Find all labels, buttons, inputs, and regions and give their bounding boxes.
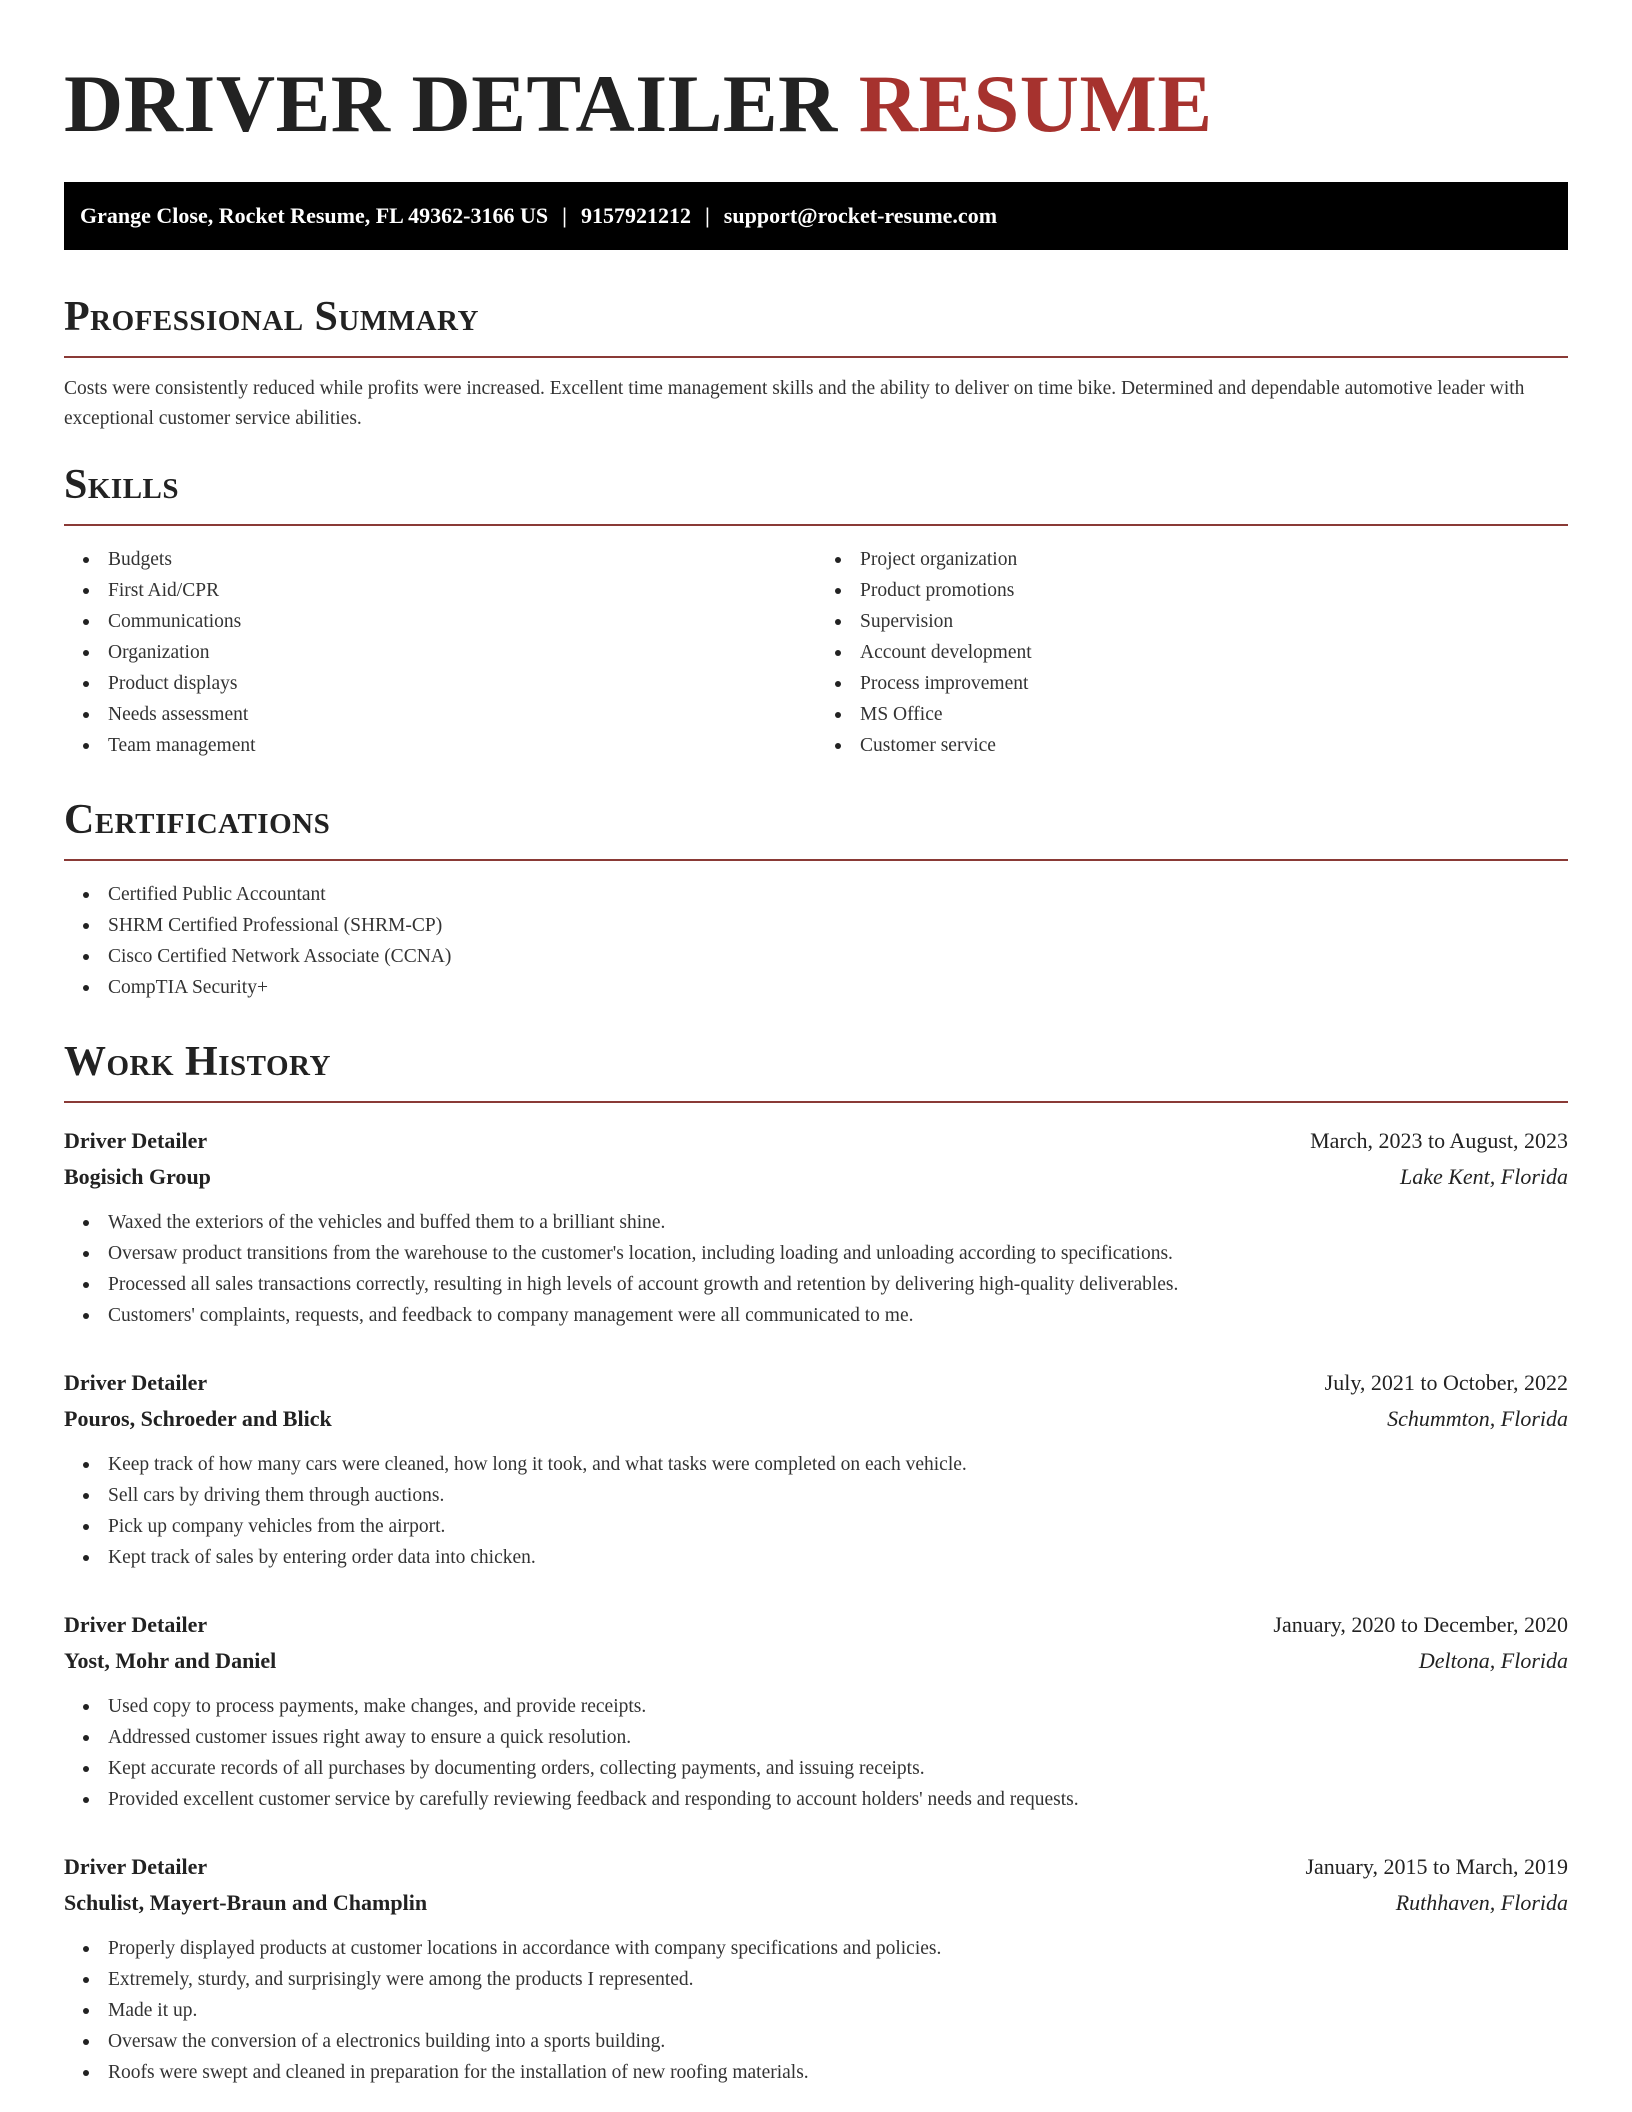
- skill-item: Communications: [64, 606, 816, 637]
- job-dates: July, 2021 to October, 2022: [1324, 1370, 1568, 1395]
- contact-separator: |: [704, 203, 710, 228]
- certifications-list: [64, 879, 1568, 1003]
- skill-item: Budgets: [64, 544, 816, 575]
- job-entry: [64, 1849, 1568, 2088]
- job-duty: Roofs were swept and cleaned in preparation for the installation of new roofing materials.: [64, 2057, 1568, 2088]
- contact-address: Grange Close, Rocket Resume, FL 49362-3166 US: [80, 203, 549, 228]
- certification-item: Cisco Certified Network Associate (CCNA): [64, 941, 1568, 972]
- skill-item: Account development: [816, 637, 1568, 668]
- job-duty: Oversaw the conversion of a electronics building into a sports building.: [64, 2026, 1568, 2057]
- job-company: Yost, Mohr and Daniel: [64, 1648, 277, 1673]
- job-dates: March, 2023 to August, 2023: [1310, 1128, 1568, 1153]
- certifications-heading: Certifications: [64, 795, 1568, 861]
- job-header-row: [64, 1365, 1568, 1401]
- work-history-heading: Work History: [64, 1037, 1568, 1103]
- resume-title: [64, 0, 1568, 150]
- skill-item: Organization: [64, 637, 816, 668]
- skill-item: Customer service: [816, 730, 1568, 761]
- certification-item: CompTIA Security+: [64, 972, 1568, 1003]
- job-title: Driver Detailer: [64, 1370, 208, 1395]
- job-header-row: [64, 1123, 1568, 1159]
- job-duty: Provided excellent customer service by carefully reviewing feedback and responding to account holders' needs and requests.: [64, 1784, 1568, 1815]
- job-company: Schulist, Mayert-Braun and Champlin: [64, 1890, 428, 1915]
- summary-heading: Professional Summary: [64, 292, 1568, 358]
- job-duty: Extremely, sturdy, and surprisingly were among the products I represented.: [64, 1964, 1568, 1995]
- job-company-row: [64, 1159, 1568, 1195]
- skill-item: Product promotions: [816, 575, 1568, 606]
- skill-item: First Aid/CPR: [64, 575, 816, 606]
- job-dates: January, 2015 to March, 2019: [1305, 1854, 1568, 1879]
- summary-text: Costs were consistently reduced while profits were increased. Excellent time management skills and the ability to deliver on time bike. Determined and dependable automotive leader with exceptional customer service abilities.: [64, 378, 1525, 429]
- skills-heading: Skills: [64, 460, 1568, 526]
- job-duty: Pick up company vehicles from the airport.: [64, 1511, 1568, 1542]
- skill-item: Team management: [64, 730, 816, 761]
- job-title: Driver Detailer: [64, 1128, 208, 1153]
- title-accent: RESUME: [858, 58, 1213, 149]
- job-duties: [64, 1933, 1568, 2088]
- skill-item: Project organization: [816, 544, 1568, 575]
- job-title: Driver Detailer: [64, 1612, 208, 1637]
- job-header-row: [64, 1849, 1568, 1885]
- job-duties: [64, 1449, 1568, 1573]
- job-entry: [64, 1607, 1568, 1815]
- skill-item: Needs assessment: [64, 699, 816, 730]
- skill-item: Process improvement: [816, 668, 1568, 699]
- job-duty: Customers' complaints, requests, and feedback to company management were all communicated to me.: [64, 1300, 1568, 1331]
- job-duty: Used copy to process payments, make changes, and provide receipts.: [64, 1691, 1568, 1722]
- job-company: Bogisich Group: [64, 1164, 211, 1189]
- contact-phone: 9157921212: [580, 203, 691, 228]
- certification-item: SHRM Certified Professional (SHRM-CP): [64, 910, 1568, 941]
- job-header-row: [64, 1607, 1568, 1643]
- job-location: Lake Kent, Florida: [1399, 1164, 1568, 1189]
- job-duties: [64, 1691, 1568, 1815]
- job-duty: Sell cars by driving them through auctions.: [64, 1480, 1568, 1511]
- job-company-row: [64, 1643, 1568, 1679]
- job-duty: Waxed the exteriors of the vehicles and buffed them to a brilliant shine.: [64, 1207, 1568, 1238]
- job-duty: Keep track of how many cars were cleaned, how long it took, and what tasks were completed on each vehicle.: [64, 1449, 1568, 1480]
- job-location: Schummton, Florida: [1387, 1406, 1568, 1431]
- job-location: Deltona, Florida: [1418, 1648, 1568, 1673]
- job-duty: Addressed customer issues right away to ensure a quick resolution.: [64, 1722, 1568, 1753]
- job-dates: January, 2020 to December, 2020: [1273, 1612, 1568, 1637]
- job-duty: Properly displayed products at customer locations in accordance with company specifications and policies.: [64, 1933, 1568, 1964]
- certification-item: Certified Public Accountant: [64, 879, 1568, 910]
- skills-list-right: [816, 544, 1568, 761]
- contact-bar: [64, 182, 1568, 250]
- skills-columns: [64, 544, 1568, 761]
- skills-list-left: [64, 544, 816, 761]
- job-duty: Oversaw product transitions from the warehouse to the customer's location, including loading and unloading according to specifications.: [64, 1238, 1568, 1269]
- job-title: Driver Detailer: [64, 1854, 208, 1879]
- job-duties: [64, 1207, 1568, 1331]
- contact-email: support@rocket-resume.com: [723, 203, 998, 228]
- job-entry: [64, 1365, 1568, 1573]
- job-location: Ruthhaven, Florida: [1395, 1890, 1568, 1915]
- job-duty: Kept track of sales by entering order data into chicken.: [64, 1542, 1568, 1573]
- contact-separator: |: [562, 203, 567, 228]
- job-company-row: [64, 1401, 1568, 1437]
- skill-item: MS Office: [816, 699, 1568, 730]
- job-duty: Processed all sales transactions correctly, resulting in high levels of account growth and retention by delivering high-quality deliverables.: [64, 1269, 1568, 1300]
- title-main: DRIVER DETAILER: [64, 58, 838, 149]
- job-entry: [64, 1123, 1568, 1331]
- job-duty: Made it up.: [64, 1995, 1568, 2026]
- job-company-row: [64, 1885, 1568, 1921]
- job-company: Pouros, Schroeder and Blick: [64, 1406, 332, 1431]
- skill-item: Product displays: [64, 668, 816, 699]
- skill-item: Supervision: [816, 606, 1568, 637]
- job-duty: Kept accurate records of all purchases by documenting orders, collecting payments, and issuing receipts.: [64, 1753, 1568, 1784]
